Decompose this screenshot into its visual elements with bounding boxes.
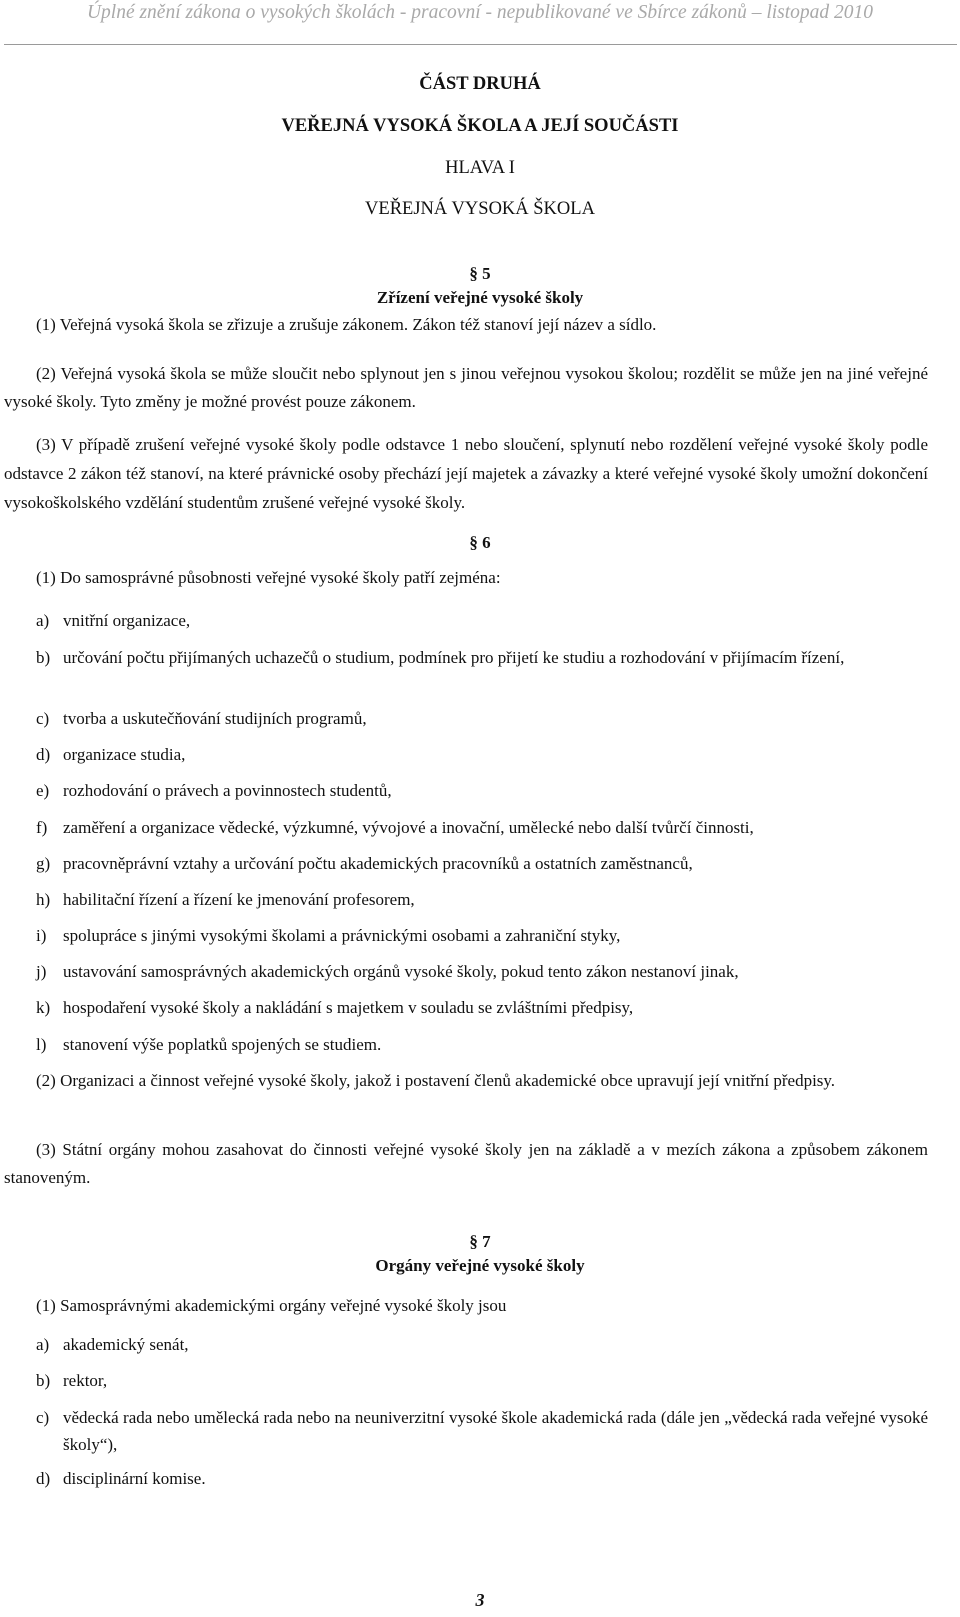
- list-item-label: f): [36, 818, 48, 837]
- list-item: habilitační řízení a řízení ke jmenování profesorem,: [63, 890, 415, 909]
- section-5-paragraph-2: (2) Veřejná vysoká škola se může sloučit nebo splynout jen s jinou veřejnou vysokou školou; rozdělit se může jen na jiné veřejné vysoké školy. Tyto změny je možné provést pouze zákonem.: [4, 364, 928, 411]
- list-item: ustavování samosprávných akademických orgánů vysoké školy, pokud tento zákon nestanoví jinak,: [63, 962, 739, 981]
- section-5-paragraph-1: (1) Veřejná vysoká škola se zřizuje a zrušuje zákonem. Zákon též stanoví její název a sídlo.: [36, 315, 657, 334]
- list-item: stanovení výše poplatků spojených se studiem.: [63, 1035, 382, 1054]
- list-item: organizace studia,: [63, 745, 186, 764]
- list-item-label: d): [36, 1469, 51, 1488]
- list-item-label: c): [36, 1408, 50, 1427]
- list-item: pracovněprávní vztahy a určování počtu akademických pracovníků a ostatních zaměstnanců,: [63, 854, 693, 873]
- list-item: rektor,: [63, 1371, 108, 1390]
- list-item: vědecká rada nebo umělecká rada nebo na neuniverzitní vysoké škole akademická rada (dále jen „vědecká rada veřejné vysoké školy“),: [63, 1408, 928, 1454]
- list-item: hospodaření vysoké školy a nakládání s majetkem v souladu se zvláštními předpisy,: [63, 998, 634, 1017]
- list-item-label: j): [36, 962, 47, 981]
- list-item-label: a): [36, 1335, 50, 1354]
- list-item-label: l): [36, 1035, 47, 1054]
- list-item-label: b): [36, 648, 51, 667]
- list-item: tvorba a uskutečňování studijních programů,: [63, 709, 367, 728]
- section-6-paragraph-1: (1) Do samosprávné působnosti veřejné vysoké školy patří zejména:: [36, 568, 501, 587]
- section-5-title: Zřízení veřejné vysoké školy: [376, 288, 584, 307]
- chapter-label: HLAVA I: [445, 158, 515, 178]
- header-divider: [4, 44, 957, 45]
- running-header: Úplné znění zákona o vysokých školách - pracovní - nepublikované ve Sbírce zákonů – listopad 2010: [86, 2, 874, 23]
- list-item-label: i): [36, 926, 47, 945]
- section-6-number: § 6: [469, 533, 491, 552]
- section-6-paragraph-3: (3) Státní orgány mohou zasahovat do činnosti veřejné vysoké školy jen na základě a v mezích zákona a způsobem zákonem stanoveným.: [4, 1140, 928, 1187]
- list-item: rozhodování o právech a povinnostech studentů,: [63, 781, 392, 800]
- section-5-paragraph-3: (3) V případě zrušení veřejné vysoké školy podle odstavce 1 nebo sloučení, splynutí nebo rozdělení veřejné vysoké školy podle odstavce 2 zákon též stanoví, na které právnické osoby přechází její majetek a závazky a které veřejné vysoké školy umožní dokončení vysokoškolského vzdělání studentům zrušené veřejné vysoké školy.: [4, 435, 928, 512]
- list-item-label: a): [36, 611, 50, 630]
- list-item-label: e): [36, 781, 50, 800]
- section-7-paragraph-1: (1) Samosprávnými akademickými orgány veřejné vysoké školy jsou: [36, 1296, 507, 1315]
- list-item: určování počtu přijímaných uchazečů o studium, podmínek pro přijetí ke studiu a rozhodování v přijímacím řízení,: [63, 648, 845, 667]
- list-item: spolupráce s jinými vysokými školami a právnickými osobami a zahraniční styky,: [63, 926, 621, 945]
- list-item-label: b): [36, 1371, 51, 1390]
- section-5-number: § 5: [469, 264, 491, 283]
- list-item-label: d): [36, 745, 51, 764]
- part-title: VEŘEJNÁ VYSOKÁ ŠKOLA A JEJÍ SOUČÁSTI: [281, 116, 679, 136]
- section-7-number: § 7: [469, 1232, 491, 1251]
- list-item: zaměření a organizace vědecké, výzkumné, vývojové a inovační, umělecké nebo další tvůrčí činnosti,: [63, 818, 754, 837]
- list-item-label: h): [36, 890, 51, 909]
- section-6-paragraph-2: (2) Organizaci a činnost veřejné vysoké školy, jakož i postavení členů akademické obce upravují její vnitřní předpisy.: [36, 1071, 836, 1090]
- list-item-label: g): [36, 854, 51, 873]
- page-number: 3: [475, 1590, 485, 1610]
- part-label: ČÁST DRUHÁ: [419, 74, 541, 94]
- list-item: disciplinární komise.: [63, 1469, 206, 1488]
- list-item: akademický senát,: [63, 1335, 189, 1354]
- chapter-title: VEŘEJNÁ VYSOKÁ ŠKOLA: [365, 199, 595, 219]
- section-7-title: Orgány veřejné vysoké školy: [375, 1256, 585, 1275]
- list-item: vnitřní organizace,: [63, 611, 191, 630]
- list-item-label: k): [36, 998, 51, 1017]
- list-item-label: c): [36, 709, 50, 728]
